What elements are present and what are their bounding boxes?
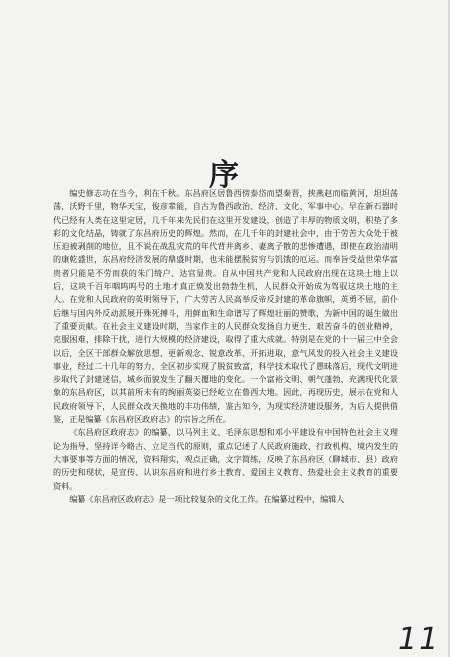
page-title: 序: [209, 158, 241, 193]
handwritten-page-mark: 11: [398, 622, 441, 657]
paragraph-3: 编纂《东昌府区政府志》是一项比较复杂的文化工作。在编纂过程中，编辑人: [69, 493, 345, 504]
preface-body: [53, 187, 398, 506]
paragraph-2: 《东昌府区政府志》的编纂，以马列主义、毛泽东思想和邓小平建设有中国特色社会主义理论为指导，坚持详今略古、立足当代的原则，重点记述了人民政府施政、行政机构、境内发生的大事要事等方面的情况，资料翔实，观点正确，文字简练，反映了东昌府区（聊城市、县）政府的历史和现状，是宣传、认识东昌府和进行乡土教育、爱国主义教育、热爱社会主义教育的重要资料。: [53, 427, 398, 491]
paragraph-1: 编史修志功在当今，利在千秋。东昌府区居鲁西傍泰岱而望秦晋，挟燕赵而临黄河，坦坦荡荡，沃野千里，物华天宝，俊彦辈能，自古为鲁西政治、经济、文化、军事中心。早在新石器时代已经有人类在这里定居，几千年来先民们在这里开发建设，创造了丰厚的物质文明，积垫了多彩的文化结晶，铸就了东昌府历史的辉煌。然而，在几千年的封建社会中，由于劳苦大众处于被压迫被剥削的地位，且不说在战乱灾荒的年代背井离乡、妻离子散的悲惨遭遇，即使在政治清明的康乾盛世，东昌府经济发展的鼎盛时期，也未能摆脱贫穷与饥饿的厄运。而奉旨受益世荣华富贵者只能是不劳而获的朱门绮户、达官显贵。自从中国共产党和人民政府出现在这块土地上以后，这块千百年咽呜呜号的土地才真正焕发出勃勃生机，人民群众开始成为驾驭这块土地的主人。在党和人民政府的英明领导下，广大劳苦人民高举反帝反封建的革命旗帜，英勇不屈，前仆后继与国内外反动派展开殊死搏斗，用鲜血和生命谱写了辉煌壮丽的赞歌，为新中国的诞生做出了重要贡献。在社会主义建设时期，当家作主的人民群众发扬自力更生、艰苦奋斗的创业精神，克服困难，排除干扰，进行大规模的经济建设，取得了重大成就。特别是在党的十一届三中全会以后，全区干部群众解放思想、更新观念、锐意改革、开拓进取，意气风发的投入社会主义建设事业，经过二十几年的努力，全区初步实现了脱贫致富，科学技术取代了愚昧落后，现代文明进步取代了封建迷信，城乡面貌发生了翻天覆地的变化。一个富裕文明、朝气蓬勃、充满现代化景象的东昌府区，以其前所未有的绚丽英姿已经屹立在鲁西大地。因此，再现历史，展示在党和人民政府领导下，人民群众改天换地的丰功伟绩，鉴古知今，为现实经济建设服务，为后人提供借鉴，正是编纂《东昌府区政府志》的宗旨之所在。: [53, 188, 398, 425]
